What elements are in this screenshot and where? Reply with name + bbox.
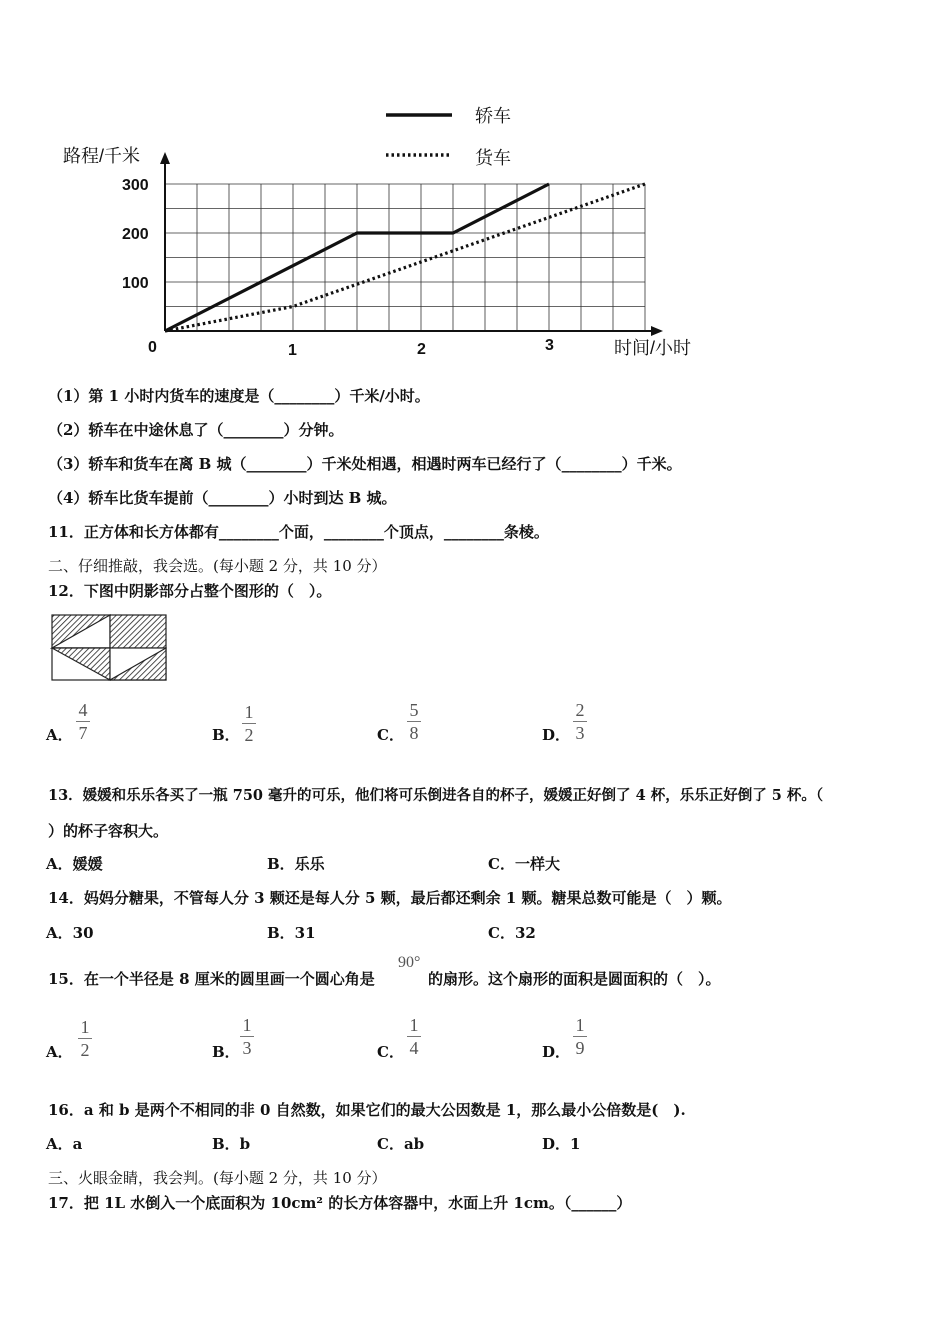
q13-option-a[interactable]: A．媛媛	[46, 855, 103, 873]
q13-option-c[interactable]: C．一样大	[488, 855, 560, 873]
numerator: 1	[575, 1015, 585, 1035]
q14-option-b[interactable]: B．31	[267, 924, 316, 942]
q15-option-d-label[interactable]: D．	[542, 1043, 571, 1061]
denominator: 8	[409, 723, 419, 743]
numerator: 1	[244, 702, 254, 722]
q14-option-a[interactable]: A．30	[46, 924, 94, 942]
denominator: 9	[575, 1038, 585, 1058]
denominator: 3	[575, 723, 585, 743]
chart-labels	[63, 146, 691, 359]
q12-option-a-label[interactable]: A．	[46, 726, 73, 744]
question-15-part1: 15．在一个半径是 8 厘米的圆里画一个圆心角是	[48, 970, 375, 988]
question-14: 14．妈妈分糖果，不管每人分 3 颗还是每人分 5 颗，最后都还剩余 1 颗。糖果总数可能是（ ）颗。	[48, 889, 732, 907]
q15-option-a-fraction	[78, 1017, 92, 1060]
question-11: 11．正方体和长方体都有________个面，________个顶点，________条棱。	[48, 523, 549, 541]
question-sub3: （3）轿车和货车在离 B 城（________）千米处相遇，相遇时两车已经行了（________）千米。	[48, 455, 682, 473]
numerator: 5	[409, 700, 419, 720]
question-13-line1: 13．媛媛和乐乐各买了一瓶 750 毫升的可乐，他们将可乐倒进各自的杯子，媛媛正好倒了 4 杯，乐乐正好倒了 5 杯。（	[48, 787, 824, 804]
x-tick-label: 3	[545, 337, 554, 354]
x-tick-label: 2	[417, 341, 426, 358]
numerator: 4	[78, 700, 88, 720]
y-tick-label: 300	[122, 177, 149, 194]
chart-axes	[160, 152, 663, 336]
x-axis-arrow	[651, 326, 663, 336]
question-17: 17．把 1L 水倒入一个底面积为 10cm² 的长方体容器中，水面上升 1cm。（______）	[48, 1194, 632, 1212]
q16-option-d[interactable]: D．1	[542, 1135, 581, 1153]
chart-legend	[386, 106, 511, 168]
q15-option-d-fraction	[573, 1015, 587, 1058]
x-tick-label: 0	[148, 339, 157, 356]
question-sub1: （1）第 1 小时内货车的速度是（________）千米/小时。	[48, 387, 430, 405]
q12-option-a-fraction	[76, 700, 90, 743]
y-tick-label: 100	[122, 275, 149, 292]
q16-option-b[interactable]: B．b	[212, 1135, 251, 1153]
denominator: 2	[80, 1040, 90, 1060]
q12-option-b-fraction	[242, 702, 256, 745]
question-sub4: （4）轿车比货车提前（________）小时到达 B 城。	[48, 489, 397, 507]
denominator: 4	[409, 1038, 419, 1058]
q16-option-a[interactable]: A．a	[46, 1135, 83, 1153]
q15-option-a-label[interactable]: A．	[46, 1043, 73, 1061]
denominator: 3	[242, 1038, 252, 1058]
section-2-heading: 二、仔细推敲，我会选。(每小题 2 分，共 10 分）	[48, 557, 387, 575]
q12-option-d-fraction	[573, 700, 587, 743]
y-axis-label: 路程/千米	[63, 146, 141, 166]
denominator: 2	[244, 725, 254, 745]
question-13-line2: ）的杯子容积大。	[48, 822, 169, 840]
q16-option-c[interactable]: C．ab	[377, 1135, 425, 1153]
q12-option-d-label[interactable]: D．	[542, 726, 571, 744]
q13-option-b[interactable]: B．乐乐	[267, 855, 325, 873]
x-axis-label: 时间/小时	[614, 338, 692, 358]
numerator: 1	[80, 1017, 90, 1037]
shaded-figure	[50, 613, 170, 683]
angle-90: 90°	[398, 954, 421, 971]
q15-option-c-fraction	[407, 1015, 421, 1058]
chart-grid	[165, 184, 645, 331]
question-12: 12．下图中阴影部分占整个图形的（ ）。	[48, 582, 332, 600]
numerator: 1	[409, 1015, 419, 1035]
y-axis-arrow	[160, 152, 170, 164]
legend-label: 货车	[475, 148, 511, 168]
denominator: 7	[78, 723, 88, 743]
q12-option-b-label[interactable]: B．	[212, 726, 240, 744]
q14-option-c[interactable]: C．32	[488, 924, 536, 942]
q15-option-b-label[interactable]: B．	[212, 1043, 240, 1061]
question-15-part2: 的扇形。这个扇形的面积是圆面积的（ ）。	[428, 970, 721, 988]
legend-label: 轿车	[475, 106, 511, 126]
line-chart	[0, 0, 950, 370]
question-sub2: （2）轿车在中途休息了（________）分钟。	[48, 421, 344, 439]
section-3-heading: 三、火眼金睛，我会判。(每小题 2 分，共 10 分）	[48, 1169, 387, 1187]
question-16: 16．a 和 b 是两个不相同的非 0 自然数，如果它们的最大公因数是 1，那么最小公倍数是( ).	[48, 1101, 686, 1119]
q12-option-c-fraction	[407, 700, 421, 743]
q12-option-c-label[interactable]: C．	[377, 726, 404, 744]
numerator: 2	[575, 700, 585, 720]
q15-option-b-fraction	[240, 1015, 254, 1058]
q15-option-c-label[interactable]: C．	[377, 1043, 404, 1061]
numerator: 1	[242, 1015, 252, 1035]
x-tick-label: 1	[288, 342, 297, 359]
y-tick-label: 200	[122, 226, 149, 243]
